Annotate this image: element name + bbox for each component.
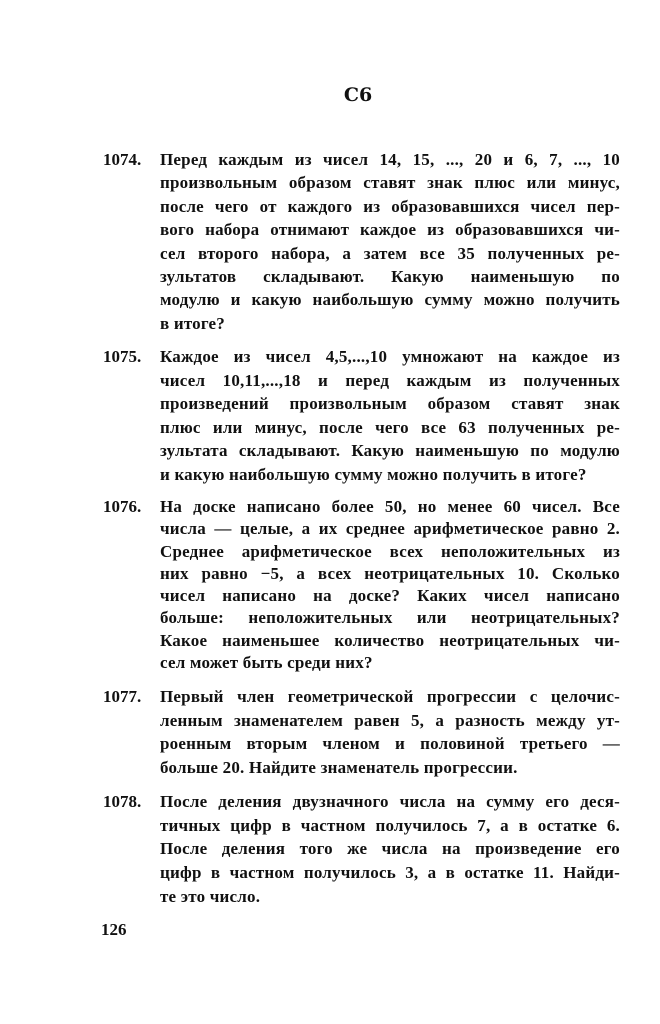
text-line: На доске написано более 50, но менее 60 чисел. Все — [160, 497, 620, 516]
text-line: чисел написано на доске? Каких чисел написано — [160, 586, 620, 606]
text-line: зультата складывают. Какую наименьшую по модулю — [160, 441, 620, 461]
problem-1077 — [103, 685, 620, 780]
text-line: те это число. — [160, 886, 261, 906]
problem-number: 1074. — [103, 150, 142, 169]
problem-number: 1078. — [103, 792, 142, 811]
text-line: плюс или минус, после чего все 63 полученных ре- — [160, 417, 620, 437]
text-line: Первый член геометрической прогрессии с целочис- — [160, 687, 620, 706]
text-line: чисел 10,11,...,18 и перед каждым из полученных — [160, 370, 620, 390]
problem-text — [160, 790, 620, 908]
text-line: сел может быть среди них? — [160, 653, 373, 673]
text-line: ленным знаменателем равен 5, а разность между ут- — [160, 710, 620, 730]
problem-number: 1077. — [103, 687, 142, 706]
problem-text — [160, 685, 620, 780]
text-line: Какое наименьшее количество неотрицательных чи- — [160, 630, 620, 650]
text-line: числа — целые, а их среднее арифметическое равно 2. — [160, 519, 620, 539]
section-heading: С6 — [343, 84, 373, 106]
text-line: Среднее арифметическое всех неположительных из — [160, 541, 620, 561]
problem-number: 1076. — [103, 497, 142, 516]
text-line: в итоге? — [160, 313, 225, 333]
problem-text — [160, 496, 620, 674]
problem-text — [160, 148, 620, 335]
text-line: больше: неположительных или неотрицательных? — [160, 608, 620, 628]
text-line: цифр в частном получилось 3, а в остатке 11. Найди- — [160, 863, 620, 883]
text-line: роенным вторым членом и половиной третьего — — [160, 734, 620, 754]
text-line: после чего от каждого из образовавшихся чисел пер- — [160, 196, 620, 216]
page-number: 126 — [101, 920, 127, 939]
text-line: зультатов складывают. Какую наименьшую по — [160, 266, 620, 286]
text-line: произведений произвольным образом ставят знак — [160, 394, 620, 414]
text-line: больше 20. Найдите знаменатель прогрессии. — [160, 758, 518, 778]
text-line: сел второго набора, а затем все 35 полученных ре- — [160, 243, 620, 263]
problem-number: 1075. — [103, 347, 142, 366]
text-line: и какую наибольшую сумму можно получить в итоге? — [160, 464, 587, 484]
text-line: вого набора отнимают каждое из образовавшихся чи- — [160, 220, 620, 240]
problem-1074 — [103, 148, 620, 335]
problem-1078 — [103, 790, 620, 908]
text-line: них равно −5, а всех неотрицательных 10. Сколько — [160, 563, 620, 583]
text-line: тичных цифр в частном получилось 7, а в остатке 6. — [160, 815, 620, 835]
text-line: Каждое из чисел 4,5,...,10 умножают на каждое из — [160, 347, 620, 366]
text-line: После деления того же числа на произведение его — [160, 839, 620, 859]
text-line: После деления двузначного числа на сумму его деся- — [160, 792, 620, 811]
text-line: произвольным образом ставят знак плюс или минус, — [160, 173, 620, 193]
problem-1076 — [103, 496, 620, 674]
text-line: Перед каждым из чисел 14, 15, ..., 20 и 6, 7, ..., 10 — [160, 150, 620, 169]
problem-text — [160, 345, 620, 487]
text-line: модулю и какую наибольшую сумму можно получить — [160, 290, 620, 310]
problem-1075 — [103, 345, 620, 487]
